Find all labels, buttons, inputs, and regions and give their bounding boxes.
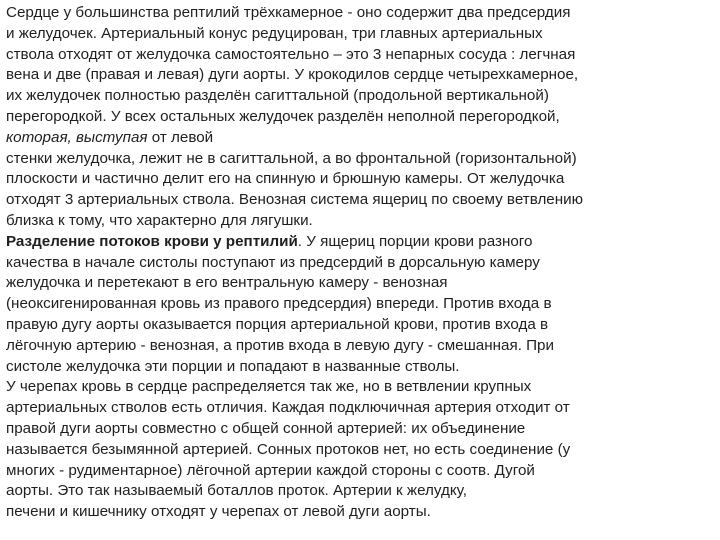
text-line: У черепах кровь в сердце распределяется так же, но в ветвлении крупных	[6, 378, 532, 396]
text-line: вена и две (правая и левая) дуги аорты. У крокодилов сердце четырехкамерное,	[6, 66, 579, 84]
text-line: стенки желудочка, лежит не в сагиттальной, а во фронтальной (горизонтальной)	[6, 149, 577, 167]
text-line: лёгочную артерию - венозная, а против входа в левую дугу - смешанная. При	[6, 336, 554, 354]
text-line: систоле желудочка эти порции и попадают в названные стволы.	[6, 357, 460, 375]
document-page	[6, 3, 718, 540]
text-fragment: от левой	[147, 128, 214, 146]
text-line: и желудочек. Артериальный конус редуцирован, три главных артериальных	[6, 24, 543, 42]
text-line: (неоксигенированная кровь из правого предсердия) впереди. Против входа в	[6, 295, 552, 313]
text-line: Сердце у большинства рептилий трёхкамерное - оно содержит два предсердия	[6, 4, 571, 21]
text-line: называется безымянной артерией. Сонных протоков нет, но есть соединение (у	[6, 440, 571, 458]
text-line	[6, 128, 718, 149]
text-fragment: . У ящериц порции крови разного	[297, 232, 533, 250]
section-heading: Разделение потоков крови у рептилий	[6, 232, 298, 250]
text-line: желудочка и перетекают в его вентральную камеру - венозная	[6, 274, 448, 292]
text-line: перегородкой. У всех остальных желудочек разделён неполной перегородкой,	[6, 107, 560, 125]
text-line: их желудочек полностью разделён сагиттальной (продольной вертикальной)	[6, 87, 549, 105]
text-line: близка к тому, что характерно для лягушки.	[6, 211, 313, 229]
text-line: правую дугу аорты оказывается порция артериальной крови, против входа в	[6, 315, 549, 333]
text-line: печени и кишечнику отходят у черепах от левой дуги аорты.	[6, 503, 431, 521]
text-line: артериальных стволов есть отличия. Каждая подключичная артерия отходит от	[6, 399, 570, 417]
text-line: правой дуги аорты совместно с общей сонной артерией: их объединение	[6, 419, 526, 437]
text-line: отходят 3 артериальных ствола. Венозная система ящериц по своему ветвлению	[6, 191, 584, 209]
text-line: ствола отходят от желудочка самостоятельно – это 3 непарных сосуда : легчная	[6, 45, 576, 63]
text-line: многих - рудиментарное) лёгочной артерии каждой стороны с соотв. Дугой	[6, 461, 535, 479]
italic-phrase: которая, выступая	[6, 128, 148, 146]
text-line	[6, 232, 718, 253]
text-line: качества в начале систолы поступают из предсердий в дорсальную камеру	[6, 253, 540, 271]
text-line: плоскости и частично делит его на спинную и брюшную камеры. От желудочка	[6, 170, 565, 188]
text-line: аорты. Это так называемый боталлов проток. Артерии к желудку,	[6, 482, 467, 500]
